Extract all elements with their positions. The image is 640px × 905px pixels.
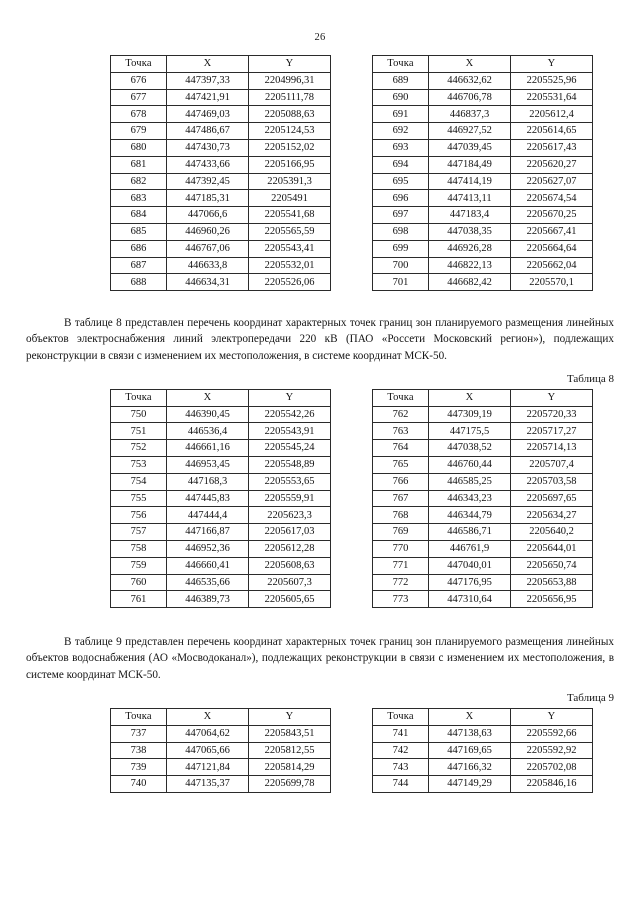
table-row	[373, 190, 593, 207]
table-row	[373, 473, 593, 490]
table-row	[373, 173, 593, 190]
cell-point: 693	[373, 139, 429, 156]
table-body	[373, 725, 593, 792]
table-row	[373, 72, 593, 89]
cell-x: 446632,62	[429, 72, 511, 89]
cell-point: 696	[373, 190, 429, 207]
cell-point: 683	[111, 190, 167, 207]
cell-x: 446927,52	[429, 123, 511, 140]
cell-y: 2205124,53	[249, 123, 331, 140]
table-row	[373, 541, 593, 558]
table-header-row	[373, 389, 593, 406]
column-header-y: Y	[511, 708, 593, 725]
cell-point: 677	[111, 89, 167, 106]
cell-point: 682	[111, 173, 167, 190]
cell-x: 447038,35	[429, 223, 511, 240]
cell-point: 694	[373, 156, 429, 173]
cell-x: 447421,91	[167, 89, 249, 106]
cell-point: 751	[111, 423, 167, 440]
cell-y: 2205699,78	[249, 776, 331, 793]
cell-point: 769	[373, 524, 429, 541]
cell-point: 750	[111, 406, 167, 423]
cell-x: 447149,29	[429, 776, 511, 793]
coords-table-9-left	[110, 708, 331, 793]
cell-y: 2205592,66	[511, 725, 593, 742]
table-row	[111, 406, 331, 423]
cell-x: 446390,45	[167, 406, 249, 423]
cell-point: 758	[111, 541, 167, 558]
table-row	[111, 423, 331, 440]
cell-point: 743	[373, 759, 429, 776]
cell-point: 698	[373, 223, 429, 240]
cell-point: 701	[373, 274, 429, 291]
column-header-x: X	[167, 708, 249, 725]
cell-point: 756	[111, 507, 167, 524]
cell-y: 2205650,74	[511, 557, 593, 574]
cell-y: 2205525,96	[511, 72, 593, 89]
cell-point: 679	[111, 123, 167, 140]
cell-point: 739	[111, 759, 167, 776]
cell-point: 753	[111, 457, 167, 474]
column-header-point: Точка	[373, 56, 429, 73]
cell-point: 767	[373, 490, 429, 507]
column-header-x: X	[167, 56, 249, 73]
cell-point: 773	[373, 591, 429, 608]
table-row	[111, 759, 331, 776]
cell-y: 2205543,41	[249, 240, 331, 257]
paragraph-table8-intro: В таблице 8 представлен перечень координат характерных точек границ зон планируемого размещения линейных объектов электроснабжения линий электропередачи 220 кВ (ПАО «Россети Московский регион»), подлежащих реконструкции в связи с изменением их местоположения, в системе координат МСК-50.	[26, 317, 614, 362]
cell-y: 2205617,03	[249, 524, 331, 541]
table-row	[111, 742, 331, 759]
coords-table-top-left	[110, 55, 331, 291]
table-row	[111, 72, 331, 89]
cell-point: 695	[373, 173, 429, 190]
cell-y: 2205526,06	[249, 274, 331, 291]
cell-point: 768	[373, 507, 429, 524]
column-header-y: Y	[511, 56, 593, 73]
table-row	[373, 139, 593, 156]
table-caption-9: Таблица 9	[566, 691, 614, 704]
cell-x: 447469,03	[167, 106, 249, 123]
cell-y: 2205697,65	[511, 490, 593, 507]
coords-table-top-right	[372, 55, 593, 291]
table-wrapper-8-right	[372, 389, 592, 608]
table-row	[111, 725, 331, 742]
cell-x: 447138,63	[429, 725, 511, 742]
table-row	[373, 591, 593, 608]
cell-x: 447038,52	[429, 440, 511, 457]
cell-y: 2205664,64	[511, 240, 593, 257]
cell-y: 2205088,63	[249, 106, 331, 123]
cell-x: 446660,41	[167, 557, 249, 574]
cell-point: 742	[373, 742, 429, 759]
column-header-x: X	[167, 389, 249, 406]
coords-table-8-left	[110, 389, 331, 608]
coords-table-8-right	[372, 389, 593, 608]
cell-x: 447433,66	[167, 156, 249, 173]
cell-point: 772	[373, 574, 429, 591]
table-header-row	[373, 708, 593, 725]
cell-x: 446926,28	[429, 240, 511, 257]
table-row	[111, 440, 331, 457]
cell-x: 447166,32	[429, 759, 511, 776]
table-body	[373, 72, 593, 290]
cell-x: 446535,66	[167, 574, 249, 591]
cell-y: 2205559,91	[249, 490, 331, 507]
table-row	[373, 423, 593, 440]
cell-point: 737	[111, 725, 167, 742]
cell-x: 446389,73	[167, 591, 249, 608]
cell-y: 2205531,64	[511, 89, 593, 106]
table-row	[111, 591, 331, 608]
cell-x: 447065,66	[167, 742, 249, 759]
cell-y: 2205670,25	[511, 207, 593, 224]
cell-point: 699	[373, 240, 429, 257]
cell-y: 2205532,01	[249, 257, 331, 274]
table-row	[373, 156, 593, 173]
cell-point: 762	[373, 406, 429, 423]
cell-x: 447040,01	[429, 557, 511, 574]
cell-point: 755	[111, 490, 167, 507]
cell-y: 2205634,27	[511, 507, 593, 524]
cell-x: 447183,4	[429, 207, 511, 224]
table-row	[111, 490, 331, 507]
cell-y: 2205717,27	[511, 423, 593, 440]
table-row	[373, 742, 593, 759]
cell-y: 2205703,58	[511, 473, 593, 490]
cell-point: 757	[111, 524, 167, 541]
cell-point: 766	[373, 473, 429, 490]
cell-x: 447064,62	[167, 725, 249, 742]
cell-x: 446952,36	[167, 541, 249, 558]
table-row	[373, 457, 593, 474]
table-row	[373, 106, 593, 123]
cell-y: 2205614,65	[511, 123, 593, 140]
cell-point: 752	[111, 440, 167, 457]
cell-x: 446837,3	[429, 106, 511, 123]
cell-x: 446344,79	[429, 507, 511, 524]
cell-x: 447309,19	[429, 406, 511, 423]
cell-point: 741	[373, 725, 429, 742]
table-row	[373, 507, 593, 524]
table-row	[373, 406, 593, 423]
table-row	[373, 240, 593, 257]
cell-y: 2205608,63	[249, 557, 331, 574]
cell-y: 2205674,54	[511, 190, 593, 207]
cell-point: 770	[373, 541, 429, 558]
table-row	[373, 89, 593, 106]
cell-x: 447397,33	[167, 72, 249, 89]
table-row	[111, 574, 331, 591]
cell-point: 685	[111, 223, 167, 240]
cell-y: 2205640,2	[511, 524, 593, 541]
column-header-y: Y	[511, 389, 593, 406]
column-header-point: Точка	[373, 389, 429, 406]
cell-y: 2205605,65	[249, 591, 331, 608]
cell-point: 760	[111, 574, 167, 591]
table-row	[373, 776, 593, 793]
table-body	[373, 406, 593, 608]
table-wrapper-8-left	[110, 389, 330, 608]
column-header-x: X	[429, 708, 511, 725]
cell-x: 446761,9	[429, 541, 511, 558]
cell-point: 691	[373, 106, 429, 123]
cell-point: 680	[111, 139, 167, 156]
paragraph-table9-intro: В таблице 9 представлен перечень координат характерных точек границ зон планируемого размещения линейных объектов водоснабжения (АО «Мосводоканал»), подлежащих реконструкции в связи с изменением их местоположения, в системе координат МСК-50.	[26, 636, 614, 681]
table-row	[111, 457, 331, 474]
cell-x: 447414,19	[429, 173, 511, 190]
cell-y: 2205814,29	[249, 759, 331, 776]
table-row	[111, 106, 331, 123]
cell-point: 686	[111, 240, 167, 257]
cell-y: 2205152,02	[249, 139, 331, 156]
table-row	[111, 156, 331, 173]
table-row	[111, 190, 331, 207]
table-body	[111, 406, 331, 608]
cell-point: 687	[111, 257, 167, 274]
cell-y: 2204996,31	[249, 72, 331, 89]
cell-y: 2205656,95	[511, 591, 593, 608]
cell-x: 447185,31	[167, 190, 249, 207]
table-row	[373, 524, 593, 541]
cell-point: 754	[111, 473, 167, 490]
cell-y: 2205662,04	[511, 257, 593, 274]
table-body	[111, 72, 331, 290]
table-header-row	[111, 56, 331, 73]
cell-y: 2205843,51	[249, 725, 331, 742]
cell-y: 2205846,16	[511, 776, 593, 793]
cell-y: 2205491	[249, 190, 331, 207]
table-row	[373, 257, 593, 274]
cell-y: 2205545,24	[249, 440, 331, 457]
table-row	[111, 207, 331, 224]
table-row	[373, 725, 593, 742]
cell-y: 2205607,3	[249, 574, 331, 591]
table-row	[373, 440, 593, 457]
table-wrapper-top-right	[372, 55, 592, 291]
cell-point: 697	[373, 207, 429, 224]
cell-x: 446706,78	[429, 89, 511, 106]
table-row	[111, 223, 331, 240]
table-wrapper-9-right	[372, 708, 592, 793]
cell-y: 2205617,43	[511, 139, 593, 156]
column-header-point: Точка	[111, 708, 167, 725]
table-header-row	[373, 56, 593, 73]
cell-x: 447176,95	[429, 574, 511, 591]
cell-point: 761	[111, 591, 167, 608]
table-band-8	[0, 389, 640, 608]
cell-x: 446343,23	[429, 490, 511, 507]
cell-point: 681	[111, 156, 167, 173]
cell-point: 692	[373, 123, 429, 140]
cell-point: 740	[111, 776, 167, 793]
cell-y: 2205391,3	[249, 173, 331, 190]
table-wrapper-top-left	[110, 55, 330, 291]
cell-y: 2205623,3	[249, 507, 331, 524]
cell-y: 2205714,13	[511, 440, 593, 457]
cell-y: 2205541,68	[249, 207, 331, 224]
cell-x: 447168,3	[167, 473, 249, 490]
cell-x: 446960,26	[167, 223, 249, 240]
table-row	[373, 274, 593, 291]
cell-x: 447121,84	[167, 759, 249, 776]
cell-x: 447392,45	[167, 173, 249, 190]
column-header-point: Точка	[373, 708, 429, 725]
table-wrapper-9-left	[110, 708, 330, 793]
cell-y: 2205620,27	[511, 156, 593, 173]
table-row	[111, 557, 331, 574]
table-row	[373, 223, 593, 240]
cell-x: 446661,16	[167, 440, 249, 457]
table-row	[111, 776, 331, 793]
page-number: 26	[314, 32, 326, 43]
cell-x: 447184,49	[429, 156, 511, 173]
cell-x: 446682,42	[429, 274, 511, 291]
column-header-y: Y	[249, 56, 331, 73]
coords-table-9-right	[372, 708, 593, 793]
table-row	[111, 473, 331, 490]
column-header-point: Точка	[111, 56, 167, 73]
cell-x: 446760,44	[429, 457, 511, 474]
cell-y: 2205542,26	[249, 406, 331, 423]
cell-y: 2205612,28	[249, 541, 331, 558]
cell-y: 2205644,01	[511, 541, 593, 558]
cell-x: 446633,8	[167, 257, 249, 274]
cell-y: 2205111,78	[249, 89, 331, 106]
table-row	[111, 541, 331, 558]
table-band-top	[0, 55, 640, 291]
cell-x: 447066,6	[167, 207, 249, 224]
cell-point: 678	[111, 106, 167, 123]
cell-y: 2205543,91	[249, 423, 331, 440]
table-row	[111, 123, 331, 140]
cell-x: 447169,65	[429, 742, 511, 759]
table-row	[373, 123, 593, 140]
cell-x: 447486,67	[167, 123, 249, 140]
cell-x: 446822,13	[429, 257, 511, 274]
cell-x: 447445,83	[167, 490, 249, 507]
cell-point: 684	[111, 207, 167, 224]
cell-y: 2205612,4	[511, 106, 593, 123]
cell-x: 447135,37	[167, 776, 249, 793]
cell-x: 446767,06	[167, 240, 249, 257]
cell-y: 2205667,41	[511, 223, 593, 240]
cell-x: 447430,73	[167, 139, 249, 156]
cell-point: 689	[373, 72, 429, 89]
cell-y: 2205592,92	[511, 742, 593, 759]
table-header-row	[111, 389, 331, 406]
cell-x: 446586,71	[429, 524, 511, 541]
cell-y: 2205565,59	[249, 223, 331, 240]
cell-point: 765	[373, 457, 429, 474]
cell-point: 738	[111, 742, 167, 759]
table-row	[373, 759, 593, 776]
table-row	[111, 507, 331, 524]
cell-point: 676	[111, 72, 167, 89]
cell-y: 2205548,89	[249, 457, 331, 474]
cell-point: 700	[373, 257, 429, 274]
cell-y: 2205653,88	[511, 574, 593, 591]
column-header-y: Y	[249, 389, 331, 406]
cell-y: 2205720,33	[511, 406, 593, 423]
table-band-9	[0, 708, 640, 793]
table-row	[111, 89, 331, 106]
cell-point: 763	[373, 423, 429, 440]
cell-y: 2205570,1	[511, 274, 593, 291]
cell-x: 446585,25	[429, 473, 511, 490]
table-row	[111, 173, 331, 190]
column-header-point: Точка	[111, 389, 167, 406]
table-row	[111, 139, 331, 156]
cell-x: 447310,64	[429, 591, 511, 608]
table-row	[373, 490, 593, 507]
cell-y: 2205812,55	[249, 742, 331, 759]
cell-x: 446536,4	[167, 423, 249, 440]
table-row	[111, 257, 331, 274]
cell-x: 447166,87	[167, 524, 249, 541]
column-header-x: X	[429, 56, 511, 73]
cell-x: 447175,5	[429, 423, 511, 440]
column-header-x: X	[429, 389, 511, 406]
table-body	[111, 725, 331, 792]
cell-x: 446953,45	[167, 457, 249, 474]
cell-point: 688	[111, 274, 167, 291]
table-row	[111, 274, 331, 291]
cell-y: 2205553,65	[249, 473, 331, 490]
table-row	[373, 574, 593, 591]
cell-y: 2205702,08	[511, 759, 593, 776]
table-row	[111, 524, 331, 541]
table-header-row	[111, 708, 331, 725]
cell-y: 2205707,4	[511, 457, 593, 474]
cell-point: 690	[373, 89, 429, 106]
cell-x: 447039,45	[429, 139, 511, 156]
cell-y: 2205627,07	[511, 173, 593, 190]
cell-point: 764	[373, 440, 429, 457]
table-row	[373, 557, 593, 574]
column-header-y: Y	[249, 708, 331, 725]
cell-y: 2205166,95	[249, 156, 331, 173]
cell-x: 446634,31	[167, 274, 249, 291]
cell-point: 771	[373, 557, 429, 574]
table-row	[111, 240, 331, 257]
cell-x: 447413,11	[429, 190, 511, 207]
table-caption-8: Таблица 8	[566, 372, 614, 385]
table-row	[373, 207, 593, 224]
cell-x: 447444,4	[167, 507, 249, 524]
cell-point: 759	[111, 557, 167, 574]
cell-point: 744	[373, 776, 429, 793]
